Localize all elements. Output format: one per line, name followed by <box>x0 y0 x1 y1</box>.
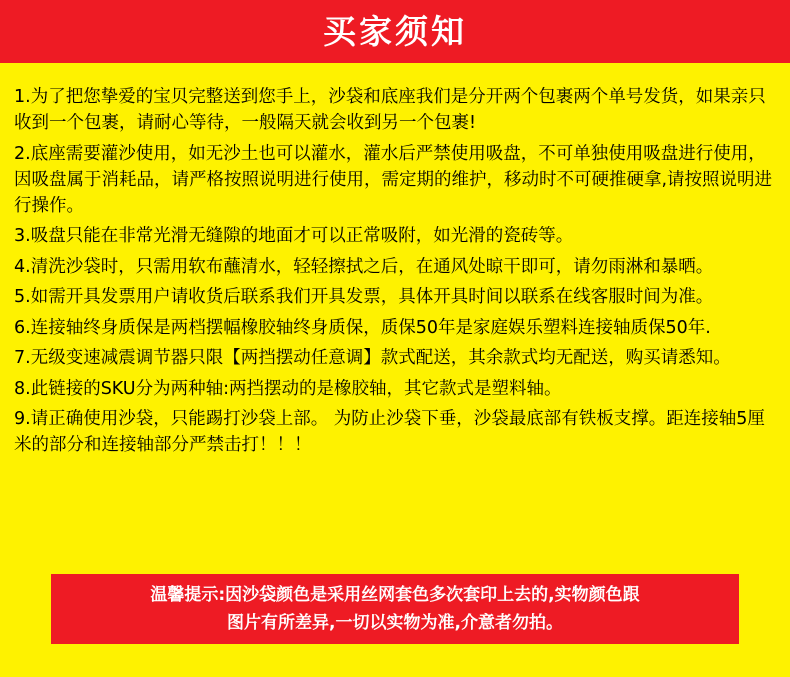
warm-tip-line-1: 温馨提示:因沙袋颜色是采用丝网套色多次套印上去的,实物颜色跟 <box>150 585 640 605</box>
notice-item-6: 6.连接轴终身质保是两档摆幅橡胶轴终身质保，质保50年是家庭娱乐塑料连接轴质保50年. <box>14 317 711 338</box>
warm-tip-line-2: 图片有所差异,一切以实物为准,介意者勿拍。 <box>227 613 563 633</box>
page-title: 买家须知 <box>323 12 467 51</box>
notice-item-5: 5.如需开具发票用户请收货后联系我们开具发票，具体开具时间以联系在线客服时间为准。 <box>14 287 714 307</box>
notice-item-8: 8.此链接的SKU分为两种轴:两挡摆动的是橡胶轴，其它款式是塑料轴。 <box>14 378 562 399</box>
header-banner <box>0 0 790 63</box>
notice-item-1: 1.为了把您挚爱的宝贝完整送到您手上，沙袋和底座我们是分开两个包裹两个单号发货，如果亲只收到一个包裹，请耐心等待，一般隔天就会收到另一个包裹! <box>14 87 766 133</box>
notice-item-7: 7.无级变速减震调节器只限【两挡摆动任意调】款式配送，其余款式均无配送，购买请悉知。 <box>14 348 731 368</box>
notice-list <box>14 84 778 463</box>
notice-item-3: 3.吸盘只能在非常光滑无缝隙的地面才可以正常吸附，如光滑的瓷砖等。 <box>14 226 574 246</box>
warm-tip-box <box>51 574 739 644</box>
notice-item-4: 4.清洗沙袋时，只需用软布蘸清水，轻轻擦拭之后，在通风处晾干即可，请勿雨淋和暴晒。 <box>14 256 714 277</box>
notice-item-2: 2.底座需要灌沙使用，如无沙土也可以灌水，灌水后严禁使用吸盘，不可单独使用吸盘进行使用，因吸盘属于消耗品，请严格按照说明进行使用，需定期的维护，移动时不可硬推硬拿,请按照说明进行操作。 <box>14 143 773 216</box>
notice-item-9: 9.请正确使用沙袋，只能踢打沙袋上部。 为防止沙袋下垂，沙袋最底部有铁板支撑。距连接轴5厘米的部分和连接轴部分严禁击打！！！ <box>14 409 765 455</box>
